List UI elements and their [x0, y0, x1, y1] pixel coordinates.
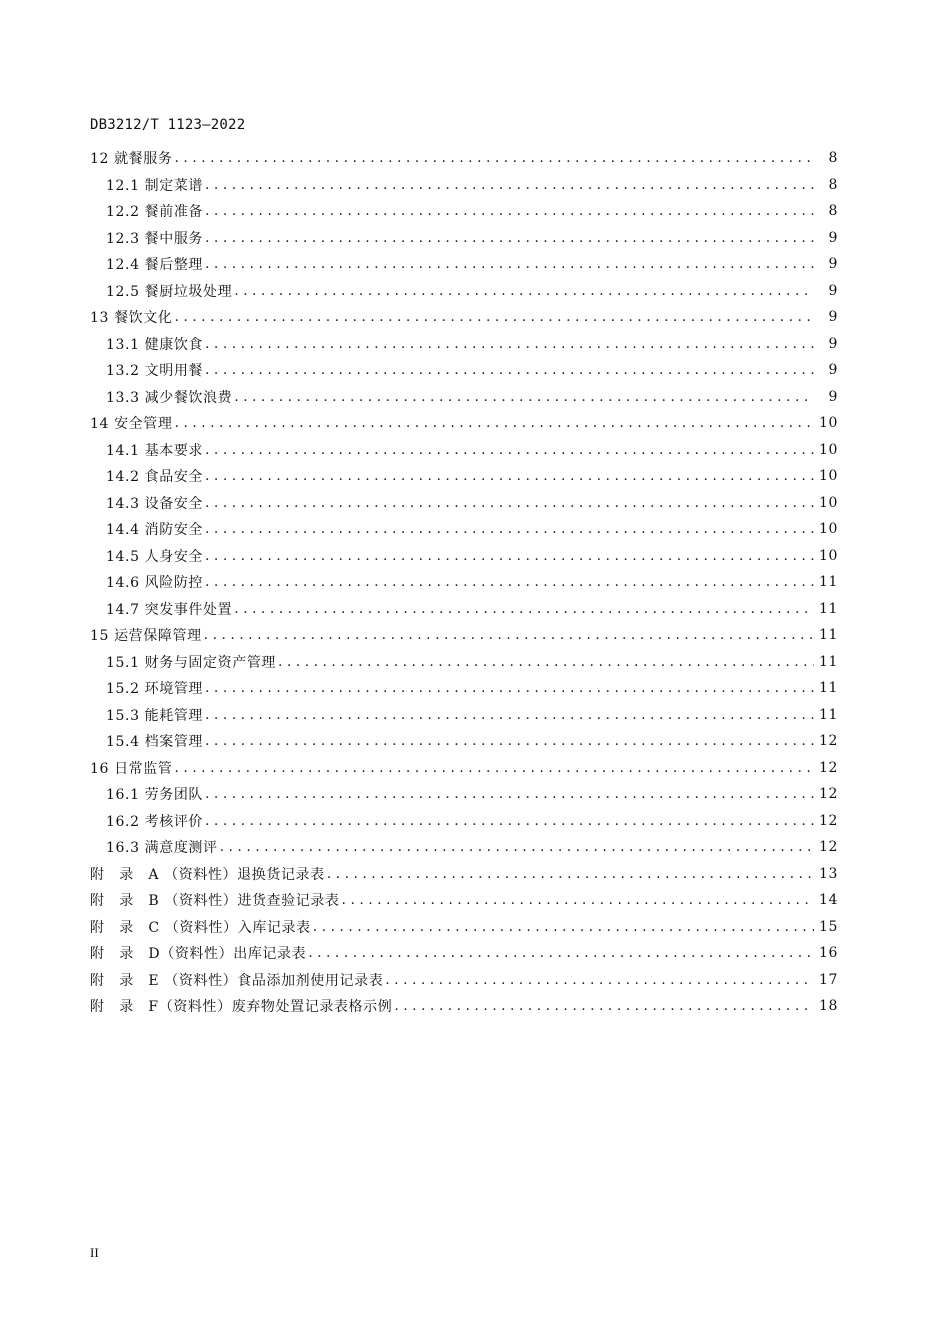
toc-leader-dots — [205, 521, 814, 537]
toc-leader-dots — [205, 707, 814, 723]
toc-entry[interactable] — [90, 834, 838, 861]
toc-entry-page: 12 — [818, 812, 838, 829]
toc-entry-title: 14 安全管理 — [90, 416, 173, 433]
toc-leader-dots — [205, 733, 814, 749]
toc-entry-page: 9 — [828, 256, 838, 273]
toc-entry-page: 9 — [828, 335, 838, 352]
toc-leader-dots — [205, 203, 814, 219]
toc-leader-dots — [385, 972, 814, 988]
toc-entry-page: 15 — [818, 918, 838, 935]
toc-leader-dots — [205, 495, 814, 511]
toc-leader-dots — [205, 680, 814, 696]
toc-entry[interactable] — [90, 463, 838, 490]
toc-leader-dots — [205, 362, 814, 378]
toc-entry[interactable] — [90, 198, 838, 225]
toc-entry-title: 14.2 食品安全 — [106, 469, 204, 486]
toc-entry-title: 14.7 突发事件处置 — [106, 601, 233, 618]
toc-entry-title: 附 录 D（资料性）出库记录表 — [90, 946, 307, 963]
toc-entry-title: 12.2 餐前准备 — [106, 204, 204, 221]
toc-leader-dots — [205, 442, 814, 458]
toc-entry[interactable] — [90, 410, 838, 437]
toc-entry-title: 附 录 E （资料性）食品添加剂使用记录表 — [90, 972, 384, 989]
toc-entry-title: 14.6 风险防控 — [106, 575, 204, 592]
toc-entry-title: 15 运营保障管理 — [90, 628, 202, 645]
toc-entry-page: 8 — [828, 203, 838, 220]
toc-entry-title: 12.3 餐中服务 — [106, 230, 204, 247]
document-code: DB3212/T 1123—2022 — [90, 117, 246, 133]
toc-entry-page: 16 — [818, 945, 838, 962]
toc-leader-dots — [174, 309, 814, 325]
toc-entry[interactable] — [90, 437, 838, 464]
toc-entry[interactable] — [90, 728, 838, 755]
toc-entry-page: 9 — [828, 229, 838, 246]
toc-leader-dots — [205, 468, 814, 484]
toc-entry[interactable] — [90, 808, 838, 835]
toc-entry-title: 16 日常监管 — [90, 760, 173, 777]
toc-entry-page: 12 — [818, 839, 838, 856]
toc-entry[interactable] — [90, 543, 838, 570]
toc-entry-title: 12.1 制定菜谱 — [106, 177, 204, 194]
toc-leader-dots — [205, 256, 814, 272]
toc-leader-dots — [308, 945, 814, 961]
toc-entry[interactable] — [90, 357, 838, 384]
toc-leader-dots — [327, 866, 814, 882]
toc-leader-dots — [205, 336, 814, 352]
toc-entry-page: 10 — [818, 494, 838, 511]
toc-leader-dots — [174, 150, 814, 166]
toc-entry-title: 13.1 健康饮食 — [106, 336, 204, 353]
toc-entry[interactable] — [90, 225, 838, 252]
toc-entry[interactable] — [90, 781, 838, 808]
toc-entry[interactable] — [90, 887, 838, 914]
toc-entry-page: 10 — [818, 547, 838, 564]
toc-leader-dots — [394, 998, 814, 1014]
toc-leader-dots — [174, 415, 814, 431]
toc-entry[interactable] — [90, 251, 838, 278]
toc-entry[interactable] — [90, 702, 838, 729]
toc-entry-page: 10 — [818, 468, 838, 485]
toc-entry-title: 12 就餐服务 — [90, 151, 173, 168]
toc-leader-dots — [234, 283, 814, 299]
toc-entry-title: 13.3 减少餐饮浪费 — [106, 389, 233, 406]
toc-entry-page: 11 — [818, 653, 838, 670]
toc-entry-page: 10 — [818, 441, 838, 458]
toc-entry[interactable] — [90, 145, 838, 172]
toc-entry[interactable] — [90, 304, 838, 331]
toc-entry-title: 15.3 能耗管理 — [106, 707, 204, 724]
toc-entry-page: 17 — [818, 971, 838, 988]
toc-entry-page: 12 — [818, 733, 838, 750]
toc-entry[interactable] — [90, 914, 838, 941]
toc-entry-title: 16.3 满意度测评 — [106, 840, 218, 857]
toc-entry-page: 14 — [818, 892, 838, 909]
toc-entry[interactable] — [90, 861, 838, 888]
toc-leader-dots — [205, 230, 814, 246]
toc-entry-page: 9 — [828, 282, 838, 299]
toc-leader-dots — [313, 919, 814, 935]
toc-entry-title: 15.4 档案管理 — [106, 734, 204, 751]
toc-entry[interactable] — [90, 278, 838, 305]
toc-entry-page: 12 — [818, 759, 838, 776]
page-number: II — [90, 1245, 99, 1260]
toc-leader-dots — [342, 892, 814, 908]
toc-leader-dots — [205, 177, 814, 193]
toc-entry-title: 14.4 消防安全 — [106, 522, 204, 539]
toc-entry-title: 15.2 环境管理 — [106, 681, 204, 698]
toc-entry[interactable] — [90, 967, 838, 994]
toc-entry-page: 12 — [818, 786, 838, 803]
toc-leader-dots — [205, 574, 814, 590]
toc-entry[interactable] — [90, 993, 838, 1020]
toc-leader-dots — [174, 760, 814, 776]
toc-entry-page: 9 — [828, 388, 838, 405]
toc-leader-dots — [234, 389, 814, 405]
toc-entry-page: 10 — [818, 521, 838, 538]
toc-leader-dots — [205, 786, 814, 802]
toc-entry-title: 附 录 B （资料性）进货查验记录表 — [90, 893, 340, 910]
toc-entry[interactable] — [90, 516, 838, 543]
toc-entry[interactable] — [90, 649, 838, 676]
toc-entry-page: 11 — [818, 574, 838, 591]
toc-entry-title: 附 录 F（资料性）废弃物处置记录表格示例 — [90, 999, 393, 1016]
toc-entry[interactable] — [90, 569, 838, 596]
toc-entry[interactable] — [90, 940, 838, 967]
toc-entry-title: 14.5 人身安全 — [106, 548, 204, 565]
toc-entry[interactable] — [90, 622, 838, 649]
toc-entry-title: 14.1 基本要求 — [106, 442, 204, 459]
toc-leader-dots — [204, 627, 814, 643]
toc-entry-page: 13 — [818, 865, 838, 882]
toc-entry[interactable] — [90, 490, 838, 517]
toc-entry-title: 13.2 文明用餐 — [106, 363, 204, 380]
toc-entry-page: 8 — [828, 176, 838, 193]
toc-entry-title: 16.2 考核评价 — [106, 813, 204, 830]
toc-entry-title: 13 餐饮文化 — [90, 310, 173, 327]
toc-leader-dots — [205, 813, 814, 829]
toc-entry[interactable] — [90, 172, 838, 199]
toc-entry-title: 附 录 A （资料性）退换货记录表 — [90, 866, 325, 883]
toc-entry-page: 11 — [818, 680, 838, 697]
toc-entry[interactable] — [90, 675, 838, 702]
toc-entry-page: 10 — [818, 415, 838, 432]
toc-entry[interactable] — [90, 331, 838, 358]
table-of-contents — [90, 145, 838, 1020]
toc-entry-page: 11 — [818, 627, 838, 644]
toc-entry-title: 附 录 C （资料性）入库记录表 — [90, 919, 311, 936]
toc-entry-page: 11 — [818, 706, 838, 723]
toc-entry-page: 9 — [828, 362, 838, 379]
toc-entry-title: 16.1 劳务团队 — [106, 787, 204, 804]
toc-leader-dots — [234, 601, 814, 617]
toc-entry-title: 12.4 餐后整理 — [106, 257, 204, 274]
toc-leader-dots — [220, 839, 814, 855]
toc-entry-page: 18 — [818, 998, 838, 1015]
toc-entry[interactable] — [90, 755, 838, 782]
toc-entry-page: 9 — [828, 309, 838, 326]
toc-entry-title: 12.5 餐厨垃圾处理 — [106, 283, 233, 300]
toc-entry-title: 14.3 设备安全 — [106, 495, 204, 512]
toc-leader-dots — [278, 654, 814, 670]
toc-leader-dots — [205, 548, 814, 564]
toc-entry-page: 8 — [828, 150, 838, 167]
toc-entry[interactable] — [90, 596, 838, 623]
toc-entry-page: 11 — [818, 600, 838, 617]
toc-entry-title: 15.1 财务与固定资产管理 — [106, 654, 277, 671]
toc-entry[interactable] — [90, 384, 838, 411]
